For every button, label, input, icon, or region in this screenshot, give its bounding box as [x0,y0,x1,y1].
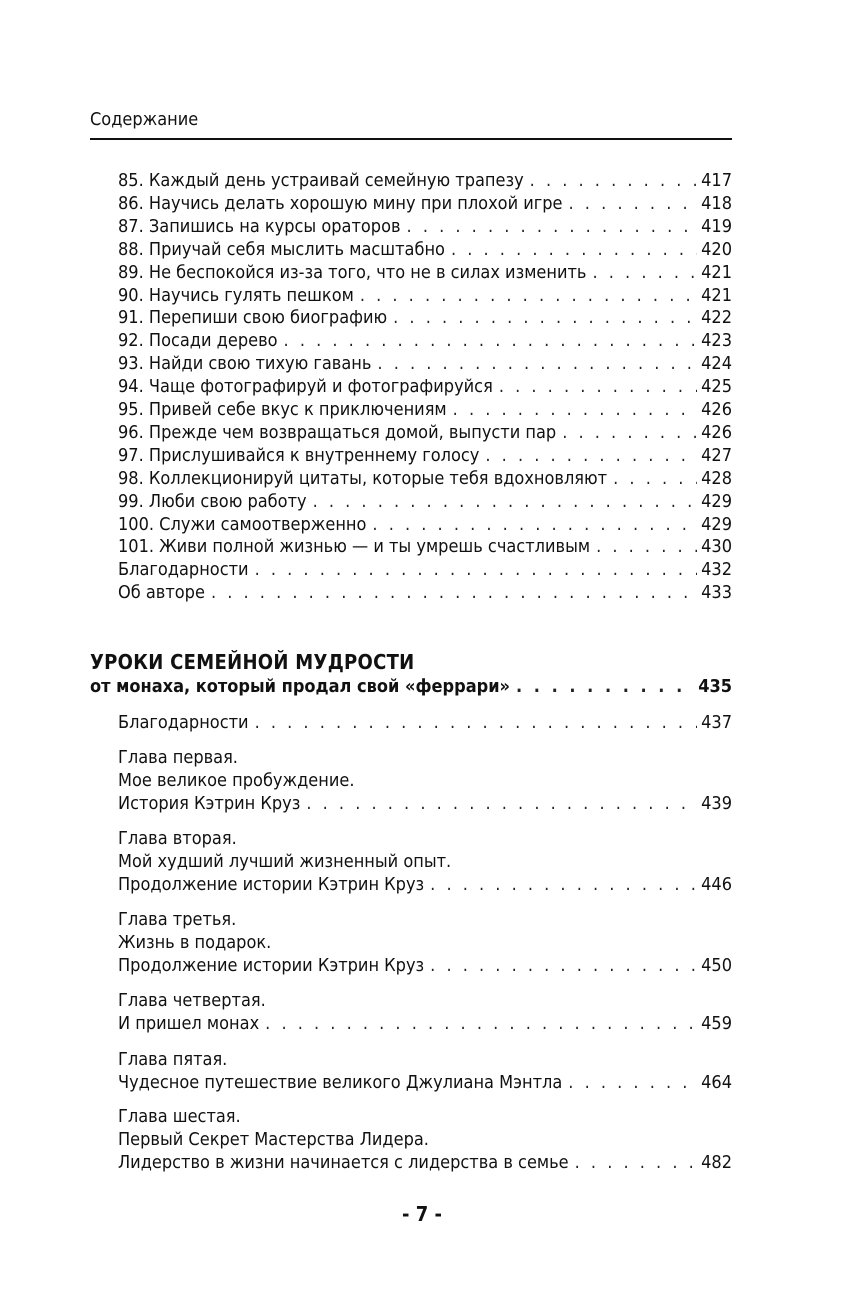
page-ref: 421 [701,284,732,306]
page-ref: 429 [701,513,732,535]
entry-title: Продолжение истории Кэтрин Круз [118,874,425,895]
entry-title: И пришел монах [118,1013,260,1034]
section-title: УРОКИ СЕМЕЙНОЙ МУДРОСТИ [90,650,415,674]
page-ref: 426 [701,421,732,443]
chapter-title-line: Жизнь в подарок. [118,932,272,953]
chapter-label: Глава первая. [118,747,238,768]
dot-leader [485,445,697,467]
page-ref: 428 [701,467,732,489]
page-ref: 482 [701,1152,732,1173]
page-ref: 422 [701,307,732,329]
toc-row[interactable] [118,582,732,604]
dot-leader [453,399,697,421]
chapter-toc-row[interactable] [118,1152,732,1174]
toc-row[interactable] [118,262,732,284]
page-number: - 7 - [402,1202,442,1226]
page-ref: 419 [701,215,732,237]
running-header: Содержание [90,109,199,130]
page-ref: 464 [701,1072,732,1093]
toc-row[interactable] [118,559,732,581]
toc-row[interactable] [118,285,732,307]
toc-row-acknowledgements[interactable] [118,712,732,734]
entry-title: Об авторе [118,582,205,604]
dot-leader [430,874,697,896]
chapter-label: Глава четвертая. [118,990,266,1011]
dot-leader [596,536,697,558]
dot-leader [562,422,697,444]
chapter-toc-row[interactable] [118,793,732,815]
dot-leader [569,193,698,215]
entry-title: 94. Чаще фотографируй и фотографируйся [118,376,493,398]
toc-row[interactable] [118,445,732,467]
dot-leader [306,793,697,815]
page-ref: 439 [701,793,732,814]
entry-title: Благодарности [118,712,249,733]
dot-leader [265,1013,697,1035]
dot-leader [313,491,698,513]
page-ref: 421 [701,261,732,283]
dot-leader [255,712,698,734]
page-ref: 433 [701,582,732,604]
toc-row[interactable] [118,239,732,261]
dot-leader [451,239,697,261]
section-subtitle-row[interactable] [90,676,732,698]
entry-title: Лидерство в жизни начинается с лидерства в семье [118,1152,569,1173]
dot-leader [568,1072,697,1094]
dot-leader [575,1152,697,1174]
entry-title: 98. Коллекционируй цитаты, которые тебя вдохновляют [118,467,608,489]
toc-row[interactable] [118,193,732,215]
entry-title: 97. Прислушивайся к внутреннему голосу [118,444,480,466]
page-ref: 432 [701,559,732,581]
dot-leader [516,676,694,698]
entry-title: История Кэтрин Круз [118,793,301,814]
dot-leader [499,376,697,398]
chapter-title-line: Мой худший лучший жизненный опыт. [118,851,452,872]
chapter-label: Глава третья. [118,909,237,930]
page-ref: 459 [701,1013,732,1034]
dot-leader [211,582,697,604]
chapter-toc-row[interactable] [118,1072,732,1094]
page-ref: 427 [701,444,732,466]
entry-title: 101. Живи полной жизнью — и ты умрешь счастливым [118,536,591,558]
dot-leader [592,262,697,284]
entry-title: 100. Служи самоотверженно [118,513,367,535]
page-ref: 426 [701,399,732,420]
page-ref: 420 [701,238,732,260]
page-ref: 446 [701,874,732,895]
toc-row[interactable] [118,514,732,536]
entry-title: Благодарности [118,559,249,581]
dot-leader [360,285,697,307]
toc-row[interactable] [118,399,732,421]
entry-title: Продолжение истории Кэтрин Круз [118,955,425,976]
page-ref: 430 [701,536,732,558]
entry-title: 87. Запишись на курсы ораторов [118,215,401,237]
page-ref: 435 [698,676,732,697]
section-subtitle: от монаха, который продал свой «феррари» [90,676,511,697]
toc-row[interactable] [118,491,732,513]
page-ref: 425 [701,376,732,398]
entry-title: 91. Перепиши свою биографию [118,307,388,329]
entry-title: 88. Приучай себя мыслить масштабно [118,238,445,260]
chapter-title-line: Первый Секрет Мастерства Лидера. [118,1129,429,1150]
entry-title: Чудесное путешествие великого Джулиана Мэнтла [118,1072,563,1093]
toc-row[interactable] [118,330,732,352]
dot-leader [284,330,698,352]
dot-leader [430,955,697,977]
chapter-label: Глава вторая. [118,828,237,849]
entry-title: 96. Прежде чем возвращаться домой, выпусти пар [118,421,557,443]
header-rule [90,138,732,140]
toc-row[interactable] [118,353,732,375]
dot-leader [255,559,698,581]
entry-title: 85. Каждый день устраивай семейную трапезу [118,170,524,191]
entry-title: 95. Привей себе вкус к приключениям [118,399,447,420]
entry-title: 86. Научись делать хорошую мину при плохой игре [118,192,563,214]
chapter-label: Глава пятая. [118,1049,228,1070]
page-ref: 417 [701,170,732,191]
page-ref: 418 [701,192,732,214]
chapter-toc-row[interactable] [118,1013,732,1035]
dot-leader [407,216,698,238]
page-ref: 437 [701,712,732,733]
chapter-toc-row[interactable] [118,955,732,977]
toc-row[interactable] [118,468,732,490]
page-ref: 429 [701,490,732,512]
toc-row[interactable] [118,422,732,444]
page-ref: 450 [701,955,732,976]
toc-row[interactable] [118,307,732,329]
entry-title: 93. Найди свою тихую гавань [118,353,372,375]
toc-row[interactable] [118,216,732,238]
entry-title: 89. Не беспокойся из-за того, что не в силах изменить [118,261,587,283]
entry-title: 92. Посади дерево [118,330,278,352]
dot-leader [613,468,697,490]
chapter-label: Глава шестая. [118,1106,241,1127]
dot-leader [393,307,697,329]
toc-row[interactable] [118,536,732,558]
entry-title: 99. Люби свою работу [118,490,307,512]
toc-row[interactable] [118,376,732,398]
chapter-title-line: Мое великое пробуждение. [118,770,355,791]
entry-title: 90. Научись гулять пешком [118,284,354,306]
page-ref: 423 [701,330,732,352]
toc-row[interactable] [118,170,732,192]
dot-leader [372,514,697,536]
page-ref: 424 [701,353,732,375]
dot-leader [530,170,697,192]
chapter-toc-row[interactable] [118,874,732,896]
dot-leader [377,353,697,375]
